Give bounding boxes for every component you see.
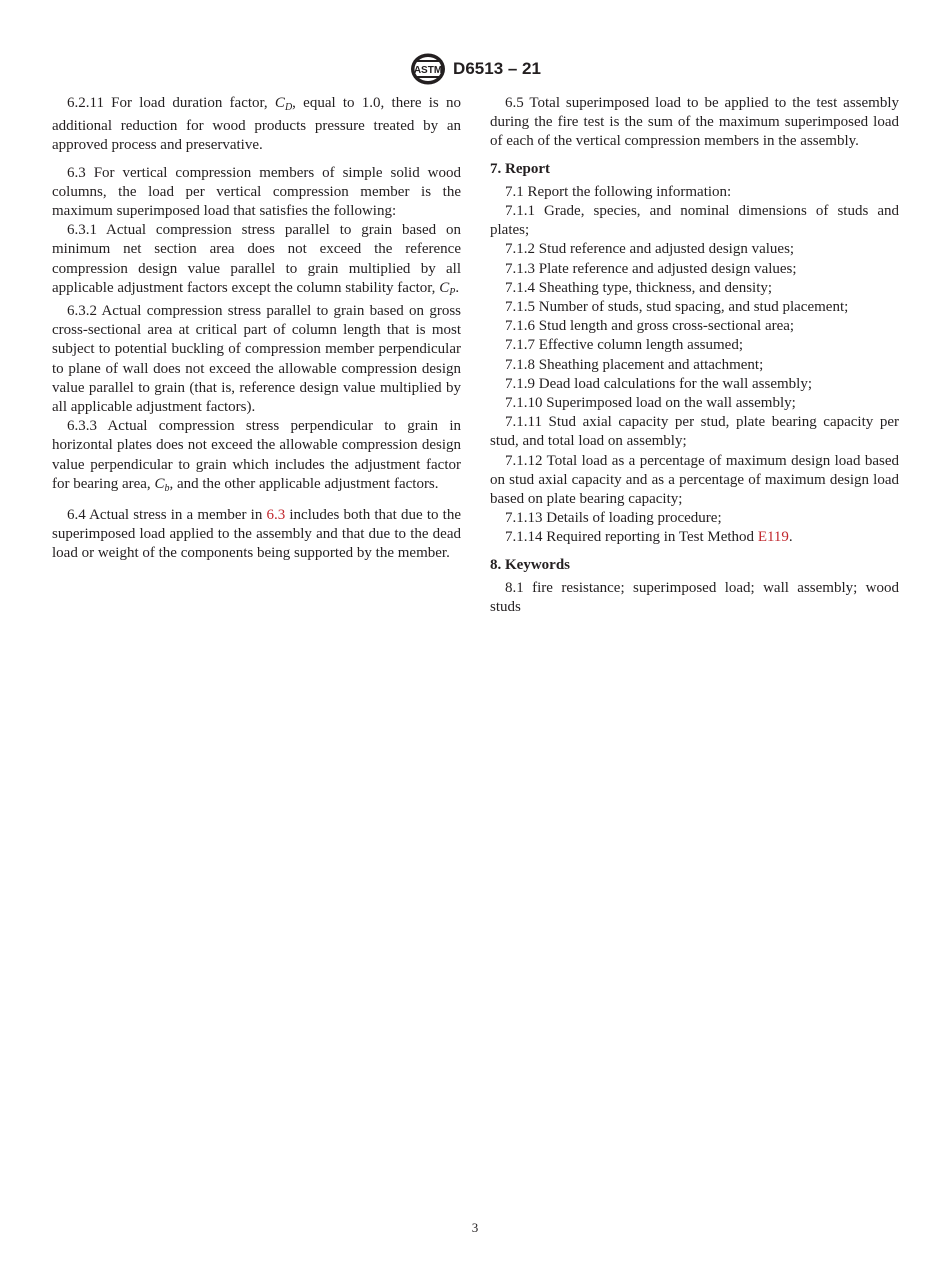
section-6-5: 6.5 Total superimposed load to be applied to the test assembly during the fire test is the sum of the maximum superimposed load of each of the vertical compression members in the assembly. <box>490 95 899 150</box>
list-item: 7.1.12 Total load as a percentage of maximum design load based on stud axial capacity and as a percentage of maximum design load based on plate bearing capacity; <box>490 452 899 508</box>
section-8-1: 8.1 fire resistance; superimposed load; wall assembly; wood studs <box>490 579 899 616</box>
list-item: 7.1.4 Sheathing type, thickness, and density; <box>505 279 773 296</box>
keywords-heading: 8. Keywords <box>490 556 570 573</box>
list-item: 7.1.10 Superimposed load on the wall assembly; <box>505 395 796 412</box>
section-6-3-3: 6.3.3 Actual compression stress perpendicular to grain in horizontal plates does not exceed the allowable compression design value perpendicular to grain which includes the adjustment factor for bearing area, $C_b$, and the other applicable adjustment factors. <box>52 418 461 494</box>
page-number: 3 <box>471 1220 479 1235</box>
section-6-2-11: 6.2.11 For load duration factor, $C_D$, equal to 1.0, there is no additional reduction for wood products pressure treated by an approved process and preservative. <box>52 95 461 154</box>
list-item: 7.1.13 Details of loading procedure; <box>505 510 722 527</box>
list-item: 7.1.3 Plate reference and adjusted design values; <box>505 260 797 277</box>
section-7-1: 7.1 Report the following information: <box>505 183 732 200</box>
list-item: 7.1.8 Sheathing placement and attachment; <box>505 356 764 373</box>
section-7-1-14: 7.1.14 Required reporting in Test Method E119. <box>505 529 793 546</box>
list-item: 7.1.5 Number of studs, stud spacing, and stud placement; <box>505 299 849 316</box>
link-section-6-3[interactable]: 6.3 <box>266 507 286 524</box>
list-item: 7.1.7 Effective column length assumed; <box>505 337 744 354</box>
link-e119[interactable]: E119 <box>757 529 789 546</box>
right-column <box>490 94 899 617</box>
document-designation: D6513 – 21 <box>453 59 541 78</box>
section-6-4: 6.4 Actual stress in a member in 6.3 includes both that due to the superimposed load applied to the assembly and that due to the dead load or weight of the components being supported by the member. <box>52 507 461 562</box>
section-6-3: 6.3 For vertical compression members of simple solid wood columns, the load per vertical compression member is the maximum superimposed load that satisfies the following: <box>52 164 461 220</box>
page-header <box>0 52 950 86</box>
section-6-3-2: 6.3.2 Actual compression stress parallel to grain based on gross cross-sectional area at critical part of column length that is most subject to potential buckling of compression member perpendicular to plane of wall does not exceed the allowable compression design value parallel to grain (that is, reference design value multiplied by all applicable adjustment factors). <box>52 303 461 416</box>
astm-logo-icon <box>409 52 447 86</box>
list-item: 7.1.9 Dead load calculations for the wall assembly; <box>505 375 812 392</box>
section-6-3-1: 6.3.1 Actual compression stress parallel to grain based on minimum net section area does not exceed the reference compression design value parallel to grain multiplied by all applicable adjustment factors except the column stability factor, $C_P$. <box>52 222 461 298</box>
list-item: 7.1.11 Stud axial capacity per stud, plate bearing capacity per stud, and total load on assembly; <box>490 414 899 450</box>
report-heading: 7. Report <box>490 160 550 177</box>
list-item: 7.1.2 Stud reference and adjusted design values; <box>505 241 795 258</box>
left-column <box>52 94 461 564</box>
logo-text: ASTM <box>413 65 443 76</box>
list-item: 7.1.6 Stud length and gross cross-sectional area; <box>505 318 795 335</box>
list-item: 7.1.1 Grade, species, and nominal dimensions of studs and plates; <box>490 203 899 239</box>
